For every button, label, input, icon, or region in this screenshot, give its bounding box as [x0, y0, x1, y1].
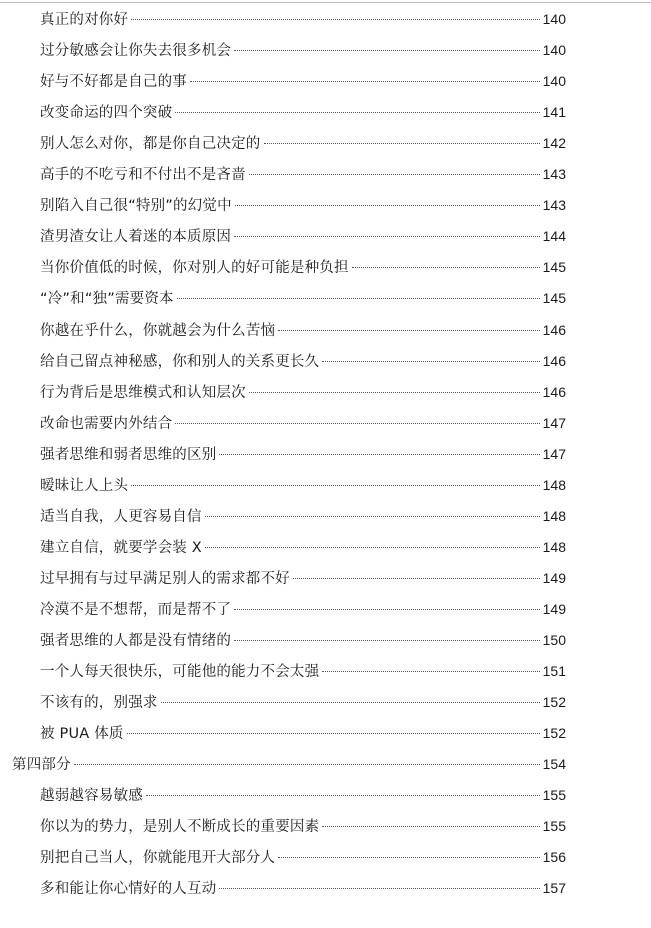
dot-leader: [234, 236, 540, 237]
toc-entry-title: 改变命运的四个突破: [40, 105, 173, 122]
toc-entry-title: 当你价值低的时候，你对别人的好可能是种负担: [40, 260, 349, 277]
toc-entry[interactable]: [40, 132, 566, 154]
toc-entry-title: 渣男渣女让人着迷的本质原因: [40, 229, 232, 246]
toc-entry[interactable]: [40, 846, 566, 868]
toc-entry-page-number: 147: [542, 414, 566, 431]
toc-entry-title: “冷”和“独”需要资本: [40, 291, 174, 308]
dot-leader: [146, 795, 540, 796]
toc-entry-title: 好与不好都是自己的事: [40, 74, 187, 91]
toc-entry-page-number: 152: [542, 725, 566, 742]
toc-entry[interactable]: [40, 225, 566, 247]
toc-entry[interactable]: [40, 784, 566, 806]
toc-entry-title: 高手的不吃亏和不付出不是吝啬: [40, 167, 246, 184]
toc-entry-page-number: 145: [542, 259, 566, 276]
toc-entry[interactable]: [40, 629, 566, 651]
toc-entry-title: 冷漠不是不想帮，而是帮不了: [40, 601, 232, 618]
toc-entry-page-number: 143: [542, 166, 566, 183]
toc-entry[interactable]: [40, 536, 566, 558]
toc-entry[interactable]: [40, 505, 566, 527]
toc-entry-page-number: 140: [542, 73, 566, 90]
toc-entry-page-number: 148: [542, 507, 566, 524]
dot-leader: [74, 764, 540, 765]
dot-leader: [352, 267, 540, 268]
toc-entry-page-number: 142: [542, 135, 566, 152]
toc-entry-title: 建立自信，就要学会装 X: [40, 539, 202, 556]
dot-leader: [205, 516, 540, 517]
toc-entry[interactable]: [40, 163, 566, 185]
toc-entry-title: 给自己留点神秘感，你和别人的关系更长久: [40, 353, 320, 370]
toc-entry-title: 你越在乎什么，你就越会为什么苦恼: [40, 322, 276, 339]
dot-leader: [235, 205, 540, 206]
toc-section-heading[interactable]: [12, 753, 566, 775]
toc-entry-title: 改命也需要内外结合: [40, 415, 173, 432]
dot-leader: [161, 702, 540, 703]
toc-entry[interactable]: [40, 412, 566, 434]
toc-entry-page-number: 140: [542, 42, 566, 59]
toc-entry[interactable]: [40, 474, 566, 496]
toc-entry-title: 别人怎么对你，都是你自己决定的: [40, 136, 261, 153]
toc-entry[interactable]: [40, 722, 566, 744]
dot-leader: [278, 857, 539, 858]
toc-entry[interactable]: [40, 256, 566, 278]
toc-entry-page-number: 157: [542, 880, 566, 897]
toc-entry-title: 强者思维的人都是没有情绪的: [40, 633, 232, 649]
toc-entry-page-number: 149: [542, 600, 566, 617]
dot-leader: [234, 640, 540, 641]
dot-leader: [322, 361, 539, 362]
toc-entry[interactable]: [40, 70, 566, 92]
dot-leader: [322, 826, 539, 827]
dot-leader: [249, 392, 540, 393]
toc-entry-title: 不该有的，别强求: [40, 695, 158, 712]
toc-entry-page-number: 141: [542, 104, 566, 121]
toc-entry-page-number: 140: [542, 11, 566, 27]
dot-leader: [205, 547, 540, 548]
dot-leader: [175, 423, 539, 424]
dot-leader: [219, 454, 539, 455]
toc-entry-page-number: 144: [542, 228, 566, 245]
toc-entry[interactable]: [40, 194, 566, 216]
toc-entry[interactable]: [40, 877, 566, 899]
toc-entry-title: 适当自我，人更容易自信: [40, 508, 202, 525]
toc-entry[interactable]: [40, 660, 566, 682]
toc-entry[interactable]: [40, 598, 566, 620]
toc-entry-page-number: 149: [542, 569, 566, 586]
dot-leader: [175, 112, 539, 113]
toc-entry-page-number: 155: [542, 787, 566, 804]
toc-entry-page-number: 145: [542, 290, 566, 307]
toc-entry-title: 别把自己当人，你就能甩开大部分人: [40, 850, 276, 867]
toc-entry-page-number: 146: [542, 383, 566, 400]
toc-entry-title: 别陷入自己很“特别”的幻觉中: [40, 198, 232, 215]
toc-entry-title: 行为背后是思维模式和认知层次: [40, 384, 246, 401]
toc-entry[interactable]: [40, 815, 566, 837]
toc-entry-page-number: 152: [542, 694, 566, 711]
toc-entry-title: 第四部分: [12, 757, 71, 774]
toc-entry[interactable]: [40, 8, 566, 30]
toc-entry-title: 你以为的势力，是别人不断成长的重要因素: [40, 819, 320, 836]
toc-entry-page-number: 154: [542, 756, 566, 773]
dot-leader: [322, 671, 539, 672]
toc-entry[interactable]: [40, 381, 566, 403]
dot-leader: [264, 143, 540, 144]
toc-entry-title: 一个人每天很快乐，可能他的能力不会太强: [40, 664, 320, 681]
toc-entry-page-number: 148: [542, 476, 566, 493]
dot-leader: [127, 733, 540, 734]
top-divider: [0, 2, 651, 3]
toc-entry-page-number: 146: [542, 352, 566, 369]
dot-leader: [219, 888, 539, 889]
toc-entry-page-number: 143: [542, 197, 566, 214]
toc-entry-title: 被 PUA 体质: [40, 726, 124, 743]
toc-entry-title: 过早拥有与过早满足别人的需求都不好: [40, 570, 290, 587]
toc-entry-page-number: 156: [542, 849, 566, 866]
toc-entry-page-number: 146: [542, 321, 566, 338]
toc-entry-title: 暧昧让人上头: [40, 477, 129, 494]
toc-entry-page-number: 155: [542, 818, 566, 835]
dot-leader: [278, 330, 539, 331]
dot-leader: [131, 19, 539, 20]
dot-leader: [249, 174, 540, 175]
toc-entry-title: 真正的对你好: [40, 12, 129, 28]
toc-entry-page-number: 148: [542, 538, 566, 555]
toc-entry-title: 强者思维和弱者思维的区别: [40, 446, 217, 463]
toc-entry[interactable]: [40, 39, 566, 61]
toc-entry[interactable]: [40, 287, 566, 309]
dot-leader: [293, 578, 540, 579]
toc-entry[interactable]: [40, 350, 566, 372]
dot-leader: [234, 50, 540, 51]
toc-entry[interactable]: [40, 443, 566, 465]
toc-entry-title: 过分敏感会让你失去很多机会: [40, 43, 232, 60]
toc-entry[interactable]: [40, 691, 566, 713]
toc-entry-title: 多和能让你心情好的人互动: [40, 881, 217, 898]
toc-entry-page-number: 151: [542, 663, 566, 680]
dot-leader: [190, 81, 540, 82]
toc-entry-page-number: 147: [542, 445, 566, 462]
dot-leader: [131, 485, 539, 486]
toc-entry[interactable]: [40, 567, 566, 589]
dot-leader: [234, 609, 540, 610]
dot-leader: [177, 298, 540, 299]
toc-entry-title: 越弱越容易敏感: [40, 788, 143, 805]
toc-entry[interactable]: [40, 319, 566, 341]
toc-entry-page-number: 150: [542, 632, 566, 648]
toc-entry[interactable]: [40, 101, 566, 123]
